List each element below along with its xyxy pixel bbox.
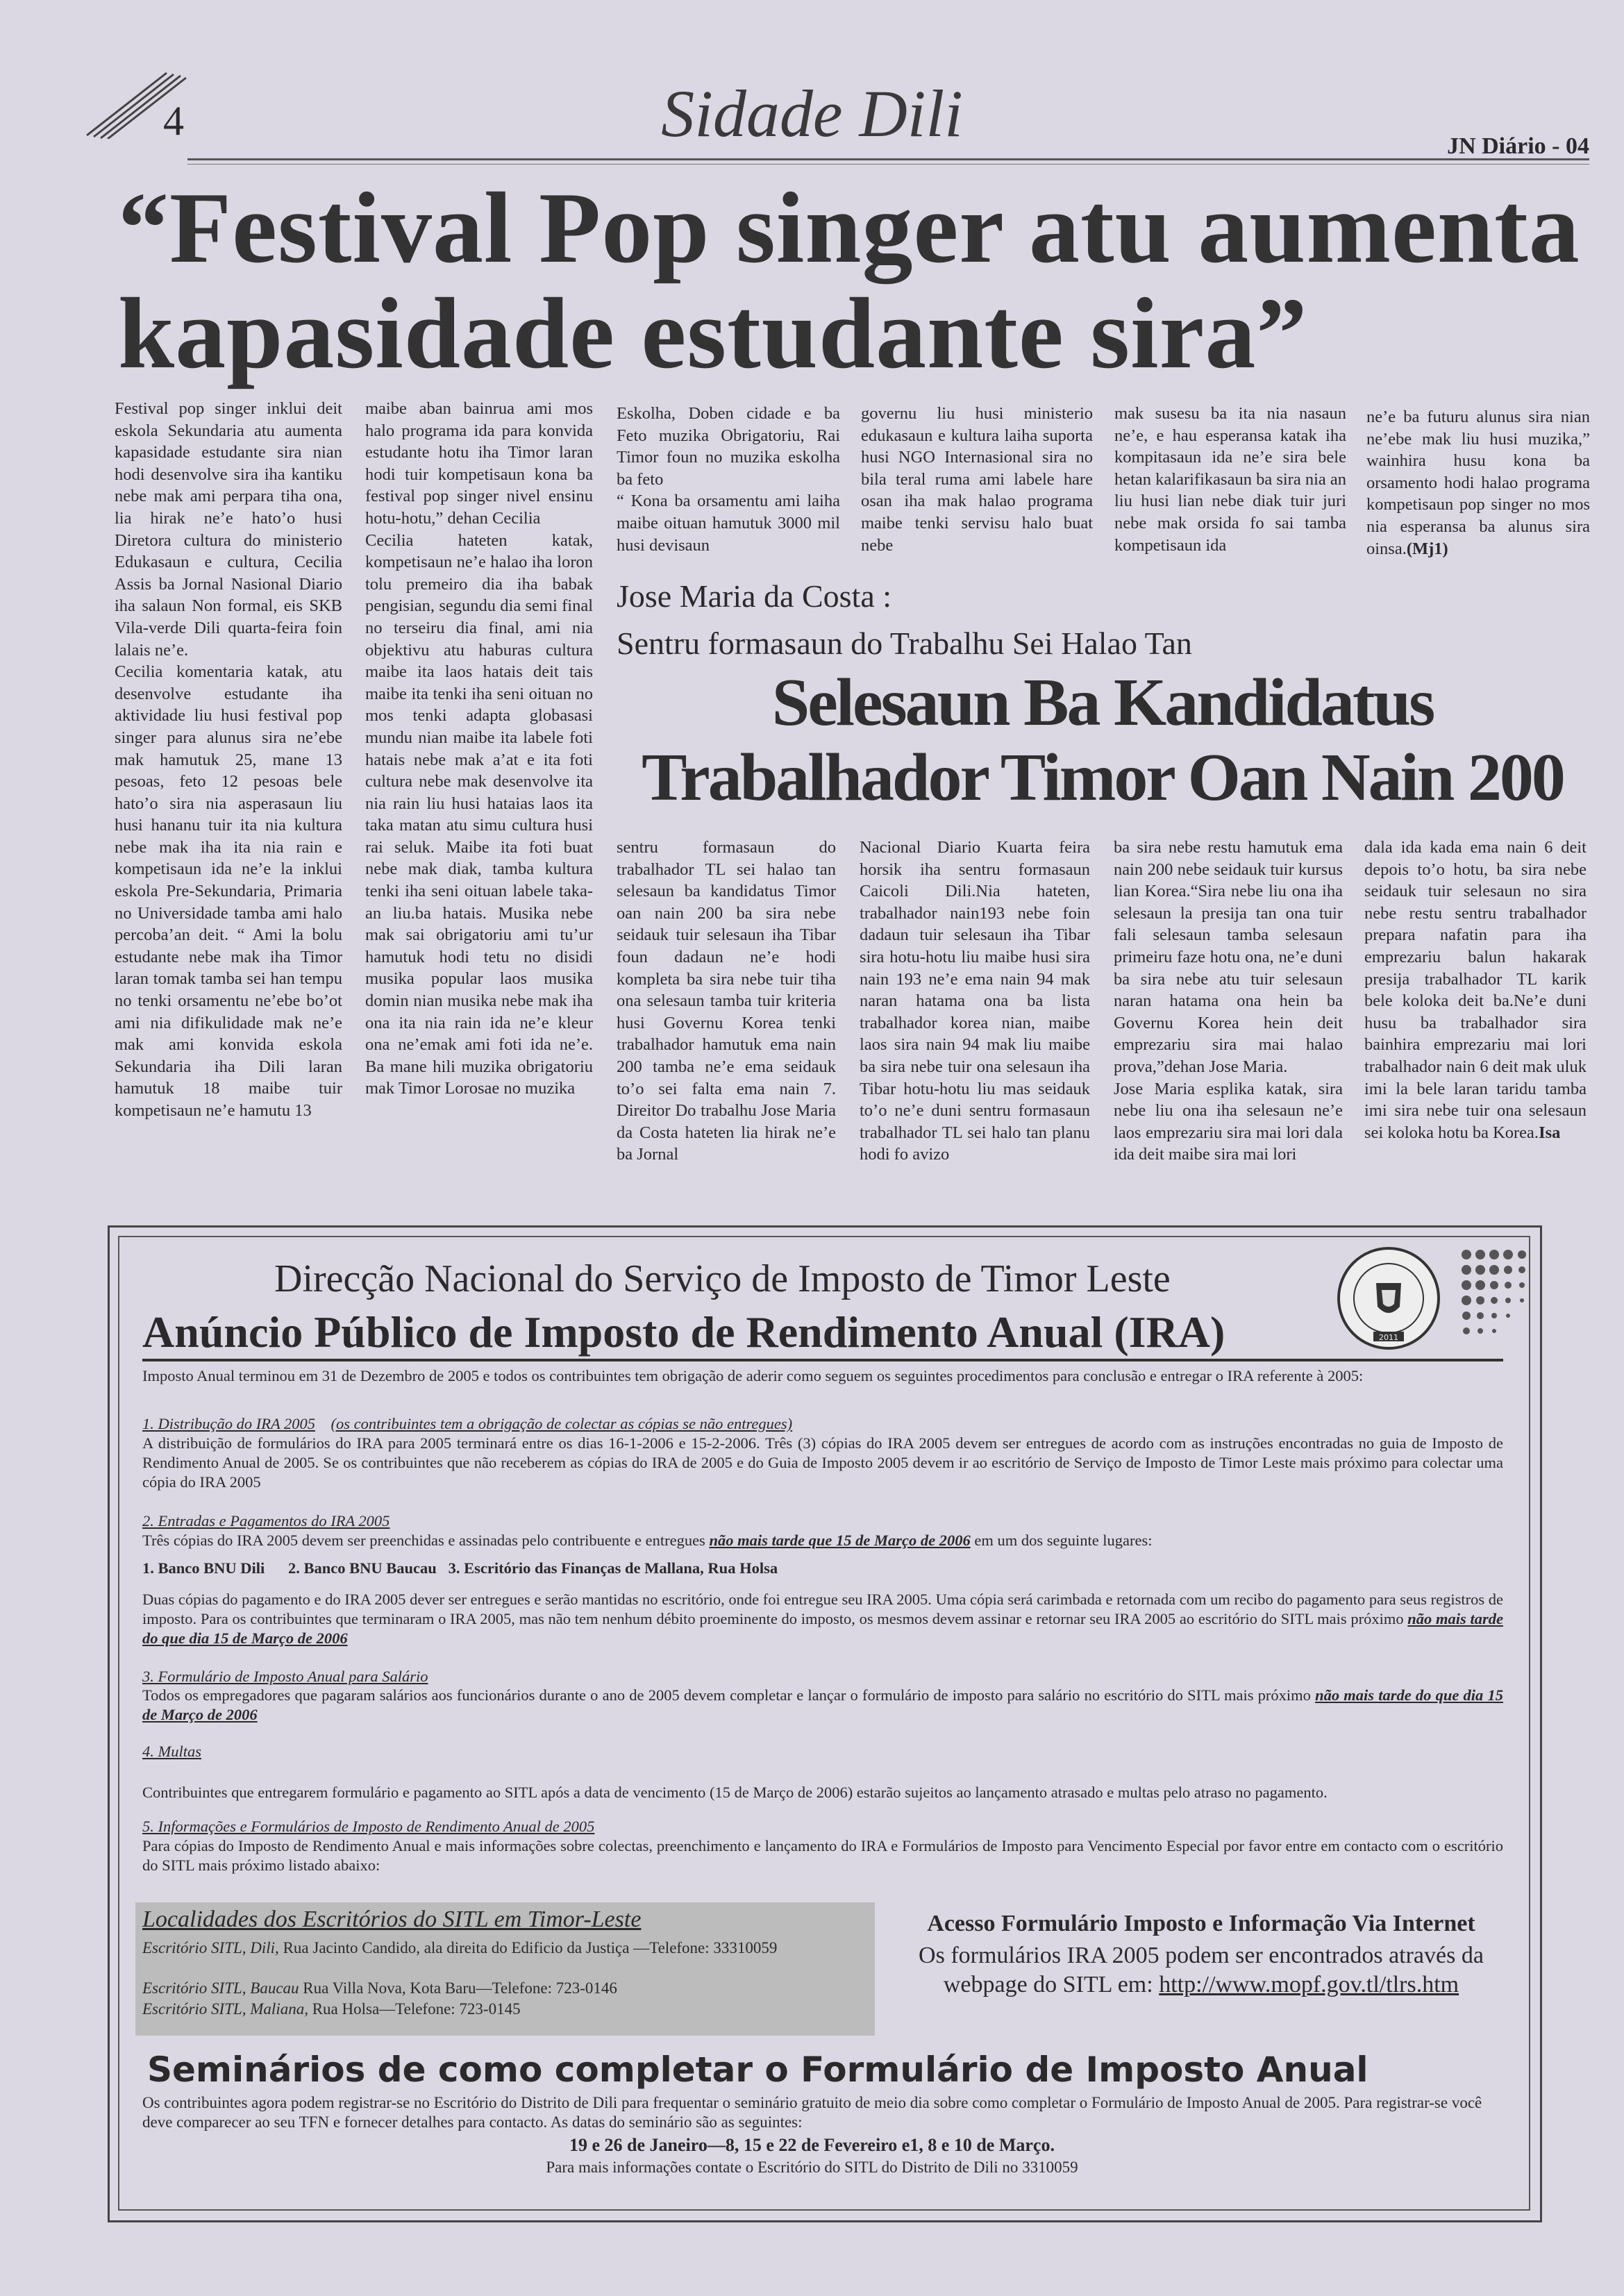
- ad-section-5-heading: [142, 1818, 594, 1836]
- article2-column-1: sentru formasaun do trabalhador TL sei halao tan selesaun ba kandidatus Timor oan nain 200 ba sira nebe seidauk tuir selesaun iha Tibar foun dadaun ne’e hodi kompleta ba sira nebe tuir tiha ona selesaun tamba tuir kriteria husi Governu Korea tenki trabalhador hamutuk ema nain 200 tamba ne’e ema seidauk to’o sei falta ema nain 7. Direitor Do trabalhu Jose Maria da Costa hateten lia hirak ne’e ba Jornal: [617, 838, 836, 1164]
- page-number: 4: [163, 98, 184, 144]
- section-2-deadline: não mais tarde que 15 de Março de 2006: [709, 1532, 971, 1549]
- dot-grid-ornament: [1458, 1246, 1541, 1357]
- article2-headline: [617, 665, 1589, 815]
- article1-paragraph: maibe aban bainrua ami mos halo programa ida para konvida estudante hotu iha Timor laran hodi tuir kompetisaun kona ba festival pop singer nivel ensinu hotu-hotu,” dehan Cecilia: [365, 399, 593, 528]
- ad-title: Anúncio Público de Imposto de Rendimento Anual (IRA): [142, 1307, 1225, 1357]
- ad-section-1-heading: [142, 1415, 792, 1433]
- office-baucau-address: Rua Villa Nova, Kota Baru—Telefone: 723-0146: [303, 1979, 617, 1997]
- offices-title: Localidades dos Escritórios do SITL em Timor-Leste: [142, 1907, 642, 1932]
- seminar-contact: Para mais informações contate o Escritório do SITL do Distrito de Dili no 3310059: [546, 2159, 1078, 2176]
- office-baucau-label: Escritório SITL, Baucau: [142, 1979, 299, 1997]
- ad-section-3-body: [142, 1686, 1503, 1725]
- article2-kicker: Jose Maria da Costa :: [617, 578, 892, 614]
- ad-section-4-body: Contribuintes que entregarem formulário e pagamento ao SITL após a data de vencimento (15 de Março de 2006) estarão sujeitos ao lançamento atrasado e multas pelo atraso no pagamento.: [142, 1784, 1328, 1801]
- internet-access-body: [889, 1941, 1514, 2000]
- article1-paragraph: ne’e ba futuru alunus sira nian ne’ebe mak liu husi muzika,” wainhira husu kona ba orsamento hodi halao programa kompetisaun pop singer no mos nia esperansa ba alunus sira oinsa.: [1366, 408, 1590, 558]
- ad-title-rule: [142, 1359, 1503, 1361]
- section-2-text-c: Duas cópias do pagamento e do IRA 2005 dever ser entregues e serão mantidas no escritório, onde foi entregue seu IRA 2005. Uma cópia será carimbada e retornada com um recibo do pagamento para seus registros de imposto. Para os contribuintes que terminaram o IRA 2005, mas não tem nenhum débito proeminente do imposto, os mesmos devem assinar e retornar seu IRA 2005 ao escritório do SITL mais próximo: [142, 1591, 1503, 1627]
- ad-section-2-body: [142, 1531, 1503, 1550]
- internet-access-text: Os formulários IRA 2005 podem ser encontrados através da webpage do SITL em:: [919, 1943, 1484, 1997]
- article2-headline-line-2: Trabalhador Timor Oan Nain 200: [642, 740, 1564, 815]
- section-1-title: 1. Distribução do IRA 2005: [142, 1415, 315, 1432]
- office-dili-label: Escritório SITL, Dili,: [142, 1939, 279, 1956]
- ad-section-3-heading: [142, 1668, 428, 1686]
- edition-label: JN Diário - 04: [1447, 133, 1589, 159]
- ad-section-4-heading: [142, 1743, 201, 1761]
- header-rule-thin: [187, 164, 1589, 165]
- article1-column-6: [1366, 406, 1590, 560]
- article1-column-4: governu liu husi ministerio edukasaun e kultura laiha suporta husi NGO Internasional sira no bila teral ruma ami labele hare osan iha mak halao programa maibe tenki servisu halo buat nebe: [861, 404, 1093, 555]
- byline: Isa: [1539, 1123, 1561, 1142]
- office-dili-address: Rua Jacinto Candido, ala direita do Edificio da Justiça —Telefone: 33310059: [283, 1939, 778, 1956]
- header-rule: [187, 158, 1589, 160]
- ad-section-2-body-c: [142, 1590, 1503, 1648]
- article1-column-3: Eskolha, Doben cidade e ba Feto muzika Obrigatoriu, Rai Timor foun no muzika eskolha ba feto “ Kona ba orsamentu ami laiha maibe oituan hamutuk 3000 mil husi devisaun: [617, 404, 840, 555]
- article2-column-2: Nacional Diario Kuarta feira horsik iha sentru formasaun Caicoli Dili.Nia hateten, trabalhador nain193 nebe foin dadaun tuir selesaun iha Tibar sira hotu-hotu liu maibe husi sira nain 193 ne’e ema nain 94 mak naran hatama ona ba lista trabalhador korea nian, maibe laos sira nain 94 mak liu maibe ba sira nebe tuir ona selesaun iha Tibar hotu-hotu liu mas seidauk to’o ne’e duni sentru formasaun trabalhador TL sei halo tan planu hodi fo avizo: [860, 838, 1090, 1164]
- section-2-title: 2. Entradas e Pagamentos do IRA 2005: [142, 1512, 390, 1530]
- internet-access-title: Acesso Formulário Imposto e Informação Via Internet: [927, 1911, 1475, 1936]
- tax-service-seal-icon: [1333, 1243, 1444, 1354]
- seminar-dates: 19 e 26 de Janeiro—8, 15 e 22 de Fevereiro e1, 8 e 10 de Março.: [569, 2135, 1055, 2155]
- sitl-url-link[interactable]: http://www.mopf.gov.tl/tlrs.htm: [1159, 1972, 1459, 1997]
- article1-column-5: mak susesu ba ita nia nasaun ne’e, e hau esperansa katak iha kompitasaun ida ne’e sira bele hetan kalarifikasaun ba sira nia an liu husi lian nebe diak tuir juri nebe mak orsida fo sai tamba kompetisaun ida: [1114, 404, 1347, 555]
- article1-paragraph: Cecilia komentaria katak, atu desenvolve estudante iha aktividade liu husi festival pop singer para alunus sira ne’ebe mak hamutuk 25, mane 13 pesoas, feto 12 pesoas bele hato’o sira nia asperasaun liu husi hananu tuir ita nia kultura nebe mak iha ita nia rain e kompetisaun ida ne’e la inklui eskola Pre-Sekundaria, Primaria no Universidade tamba ami halo percoba’an deit. “ Ami la bolu estudante nebe mak iha Timor laran tomak tamba sei han tempu no tenki orsamentu ne’ebe bo’ot ami nia difikulidade mak ne’e mak ami konvida eskola Sekundaria iha Dili laran hamutuk 18 maibe tuir kompetisaun ne’e hamutu 13: [115, 662, 342, 1120]
- office-dili: [142, 1938, 802, 1958]
- article1-paragraph: Cecilia hateten katak, kompetisaun ne’e halao iha loron tolu premeiro dia iha babak pengisian, segundu dia semi final no terseiru dia final, ami nia objektivu atu haburas cultura maibe ita laos hatais deit tais maibe ita tenki iha seni oituan no mos tenki adapta globasasi mundu nian maibe ita labele foti hatais nebe mak a’at e ita foti cultura nebe mak desenvolve ita nia rain liu husi hataias laos ita taka matan atu simu cultura husi rai seluk. Maibe ita foti buat nebe mak diak, tamba kultura tenki iha seni oituan labele taka-an liu.ba hatais. Musika nebe mak sai obrigatoriu ami tu’ur hamutuk hodi tetu no disidi musika popular laos musika domin nian musika nebe mak iha ona ita nia rain ida ne’e kleur ona ne’emak ami foti ida ne’e. Ba mane hili muzika obrigatoriu mak Timor Lorosae no muzika: [365, 530, 593, 1098]
- article2-paragraph: dala ida kada ema nain 6 deit depois to’o hotu, ba sira nebe seidauk tuir selesaun no sira nebe restu sentru trabalhador prepara nafatin para iha emprezariu balun hakarak presija trabalhador TL karik bele koloka deit ba.Ne’e duni husu ba trabalhador sira bainhira emprezariu mai lori trabalhador nain 6 deit mak uluk imi la bele laran taridu tamba imi sira nebe tuir ona selesaun sei koloka hotu ba Korea.: [1364, 838, 1587, 1142]
- ad-section-5-body: Para cópias do Imposto de Rendimento Anual e mais informações sobre colectas, preenchimento e lançamento do IRA e Formulários de Imposto para Vencimento Especial por favor entre em contacto com o escritório do SITL mais próximo listado abaixo:: [142, 1837, 1503, 1874]
- section-2-deadline-2: não mais tarde do que dia 15 de Março de 2006: [142, 1610, 1503, 1647]
- section-title: Sidade Dili: [661, 76, 963, 151]
- office-maliana: [142, 2000, 802, 2019]
- section-3-title: 3. Formulário de Imposto Anual para Salário: [142, 1668, 428, 1685]
- ad-payment-places: 1. Banco BNU Dili 2. Banco BNU Baucau 3. Escritório das Finanças de Mallana, Rua Holsa: [142, 1559, 778, 1577]
- article2-subkicker: Sentru formasaun do Trabalhu Sei Halao Tan: [617, 626, 1192, 661]
- article1-column-2: [365, 398, 593, 1100]
- article2-headline-line-1: Selesaun Ba Kandidatus: [771, 665, 1434, 740]
- ad-department: Direcção Nacional do Serviço de Imposto de Timor Leste: [274, 1257, 1171, 1300]
- ad-section-1-body: A distribuição de formulários do IRA para 2005 terminará entre os dias 16-1-2006 e 15-2-2006. Três (3) cópias do IRA 2005 devem ser entregues de acordo com as instruções encontradas no guia de Imposto de Rendimento Anual de 2005. Se os contribuintes que não receberem as cópias do IRA de 2005 e do Guia de Imposto 2005 devem ir ao escritório de Serviço de Imposto de Timor Leste mais próximo para colectar uma cópia do IRA 2005: [142, 1434, 1503, 1491]
- ad-section-2-heading: [142, 1512, 390, 1530]
- article2-column-4: [1364, 837, 1587, 1143]
- article1-column-1: [115, 398, 342, 1122]
- section-4-title: 4. Multas: [142, 1743, 202, 1760]
- section-2-text-b: em um dos seguinte lugares:: [974, 1532, 1153, 1549]
- byline: (Mj1): [1406, 539, 1448, 558]
- headline-line-1: “Festival Pop singer atu aumenta: [118, 171, 1580, 284]
- section-5-title: 5. Informações e Formulários de Imposto de Rendimento Anual de 2005: [142, 1818, 595, 1835]
- seal-year: 2011: [1379, 1333, 1398, 1342]
- headline-line-2: kapasidade estudante sira”: [118, 277, 1308, 389]
- office-baucau: [142, 1979, 802, 1998]
- office-maliana-address: Rua Holsa—Telefone: 723-0145: [312, 2000, 521, 2018]
- main-headline: [118, 171, 1597, 389]
- office-maliana-label: Escritório SITL, Maliana,: [142, 2000, 308, 2018]
- ad-intro: Imposto Anual terminou em 31 de Dezembro de 2005 e todos os contribuintes tem obrigação de aderir como seguem os seguintes procedimentos para conclusão e entregar o IRA referente à 2005:: [142, 1367, 1364, 1384]
- section-3-deadline: não mais tarde do que dia 15 de Março de 2006: [142, 1686, 1503, 1723]
- seminar-title: Seminários de como completar o Formulário de Imposto Anual: [147, 2050, 1368, 2090]
- seminar-body: Os contribuintes agora podem registrar-se no Escritório do Distrito de Dili para frequentar o seminário gratuito de meio dia sobre como completar o Formulário de Imposto Anual de 2005. Para registrar-se você deve comparecer ao seu TFN e fornecer detalhes para contacto. As datas do seminário são as seguintes:: [142, 2094, 1482, 2131]
- article2-column-3: ba sira nebe restu hamutuk ema nain 200 nebe seidauk tuir kursus lian Korea.“Sira nebe liu ona iha selesaun la presija tan ona tuir fali selesaun tamba selesaun primeiru faze hotu ona, ne’e duni ba sira nebe atu tuir selesaun naran hatama ona hein ba Governu Korea hein deit emprezariu sira mai halao prova,”dehan Jose Maria. Jose Maria esplika katak, sira nebe liu ona iha selesaun ne’e laos emprezariu sira mai lori dala ida deit maibe sira mai lori: [1114, 838, 1343, 1164]
- section-2-text: Três cópias do IRA 2005 devem ser preenchidas e assinadas pelo contribuente e entregues: [142, 1532, 705, 1549]
- article1-paragraph: Festival pop singer inklui deit eskola Sekundaria atu aumenta kapasidade estudante sira nian hodi desenvolve sira iha kantiku nebe mak ami perpara tiha ona, lia hirak ne’e hato’o husi Diretora cultura do ministerio Edukasaun e cultura, Cecilia Assis ba Jornal Nasional Diario iha salaun Non formal, eis SKB Vila-verde Dili quarta-feira foin lalais ne’e.: [115, 399, 342, 660]
- section-3-text: Todos os empregadores que pagaram salários aos funcionários durante o ano de 2005 devem completar e lançar o formulário de imposto para salário no escritório do SITL mais próximo: [142, 1686, 1311, 1704]
- section-1-note: (os contribuintes tem a obrigação de colectar as cópias se não entregues): [330, 1415, 793, 1432]
